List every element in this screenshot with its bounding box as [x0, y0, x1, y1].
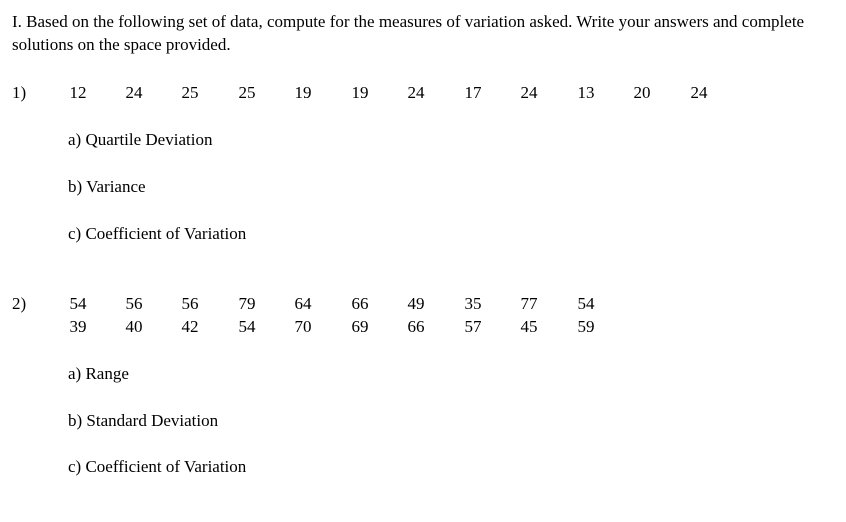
data-value: 69 [351, 317, 369, 336]
data-value: 35 [464, 294, 482, 313]
data-value: 54 [69, 294, 87, 313]
data-value: 24 [407, 83, 425, 102]
data-value: 24 [520, 83, 538, 102]
data-value: 70 [294, 317, 312, 336]
data-value: 56 [181, 294, 199, 313]
data-value: 66 [351, 294, 369, 313]
data-value: 25 [181, 83, 199, 102]
data-value: 59 [577, 317, 595, 336]
data-value: 40 [125, 317, 143, 336]
question-label: c) Coefficient of Variation [68, 457, 247, 476]
data-value: 66 [407, 317, 425, 336]
question-label: b) Standard Deviation [68, 411, 219, 430]
data-value: 57 [464, 317, 482, 336]
data-value: 17 [464, 83, 482, 102]
instructions-text: I. Based on the following set of data, compute for the measures of variation asked. Write your answers and complete solutions on the space provided. [12, 12, 805, 54]
question-label: c) Coefficient of Variation [68, 224, 247, 243]
data-value: 25 [238, 83, 256, 102]
problem-number: 2) [12, 294, 27, 313]
data-value: 13 [577, 83, 595, 102]
data-value: 24 [690, 83, 708, 102]
question-label: a) Range [68, 364, 129, 383]
data-value: 24 [125, 83, 143, 102]
data-value: 42 [181, 317, 199, 336]
problem-number: 1) [12, 83, 27, 102]
data-value: 19 [351, 83, 369, 102]
data-value: 56 [125, 294, 143, 313]
data-value: 64 [294, 294, 312, 313]
question-label: b) Variance [68, 177, 146, 196]
question-label: a) Quartile Deviation [68, 130, 213, 149]
data-value: 20 [633, 83, 651, 102]
data-value: 79 [238, 294, 256, 313]
data-value: 45 [520, 317, 538, 336]
data-value: 49 [407, 294, 425, 313]
data-value: 54 [577, 294, 595, 313]
data-value: 39 [69, 317, 87, 336]
data-value: 19 [294, 83, 312, 102]
data-value: 77 [520, 294, 538, 313]
data-value: 12 [69, 83, 87, 102]
data-value: 54 [238, 317, 256, 336]
